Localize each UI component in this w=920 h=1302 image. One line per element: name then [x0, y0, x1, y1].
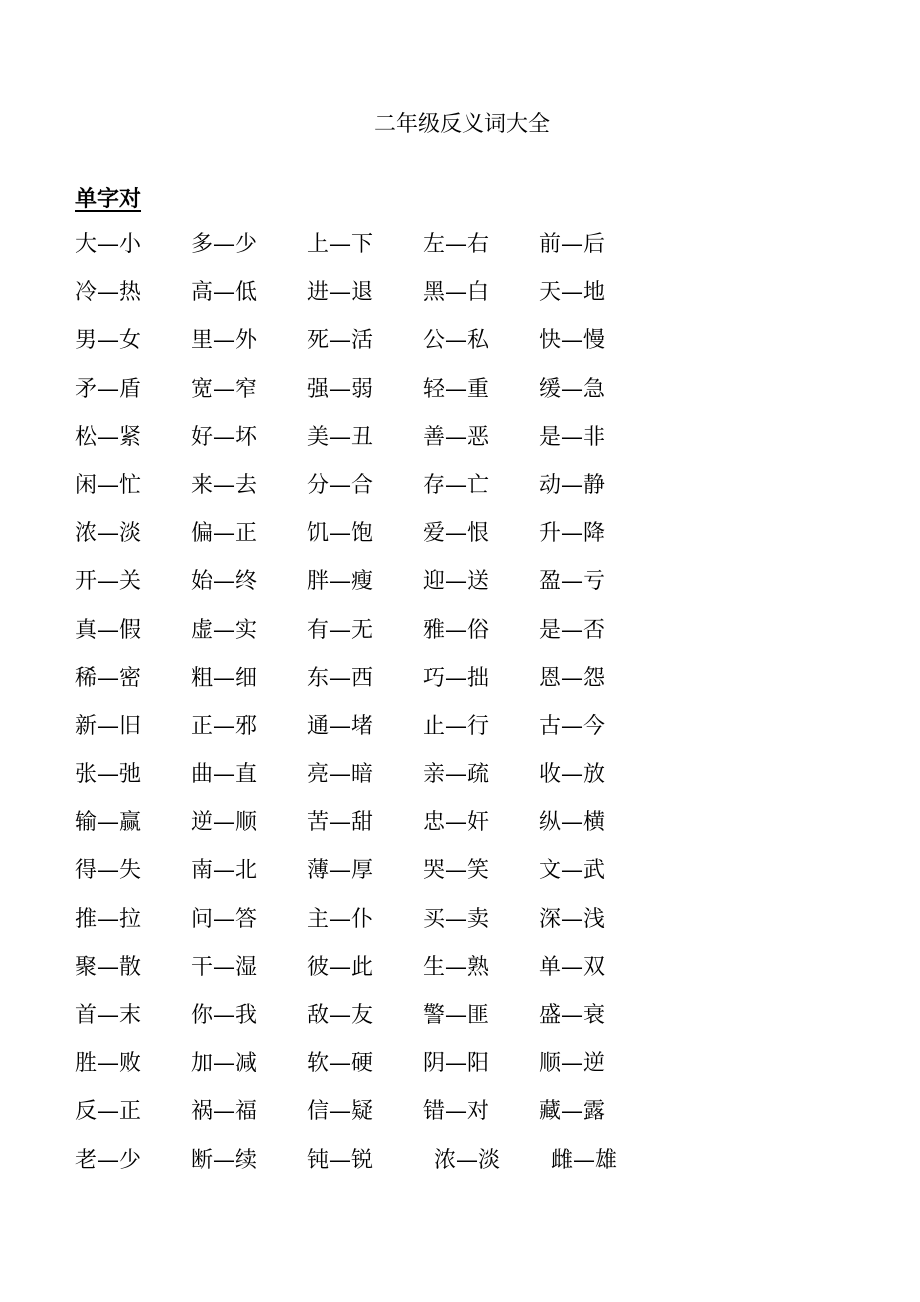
pair-row	[75, 951, 695, 999]
antonym-pair: 有—无	[307, 617, 374, 643]
antonym-pair: 粗—细	[191, 665, 258, 691]
antonym-pair: 你—我	[191, 1003, 258, 1028]
antonym-pair: 爱—恨	[423, 521, 490, 547]
antonym-pair: 雌—雄	[551, 1147, 618, 1173]
antonym-pair: 彼—此	[307, 954, 374, 980]
antonym-pair: 收—放	[539, 762, 606, 788]
antonym-pair: 男—女	[75, 328, 142, 354]
pair-row	[75, 421, 695, 469]
pair-row	[75, 854, 695, 902]
antonym-pair: 止—行	[423, 713, 490, 739]
pair-row	[75, 565, 695, 613]
antonym-pair: 生—熟	[423, 954, 490, 980]
document-title: 二年级反义词大全	[373, 112, 550, 137]
antonym-pair: 分—合	[307, 472, 374, 498]
antonym-pair: 聚—散	[75, 954, 142, 980]
antonym-pair: 反—正	[75, 1099, 142, 1125]
antonym-pair: 来—去	[191, 472, 258, 498]
antonym-pair: 买—卖	[423, 906, 490, 932]
antonym-pair: 美—丑	[307, 424, 374, 450]
antonym-pair: 矛—盾	[75, 376, 142, 402]
pair-row	[75, 1144, 695, 1192]
antonym-pair: 加—减	[191, 1051, 258, 1077]
antonym-pair: 始—终	[191, 569, 258, 595]
antonym-pair: 是—非	[539, 424, 606, 450]
antonym-pair: 存—亡	[423, 472, 490, 498]
antonym-pair: 恩—怨	[539, 665, 606, 691]
antonym-pair: 宽—窄	[191, 376, 258, 402]
antonym-pair: 忠—奸	[423, 810, 490, 836]
antonym-pair: 强—弱	[307, 376, 374, 402]
antonym-pair: 巧—拙	[423, 665, 490, 691]
antonym-pair: 亲—疏	[423, 762, 490, 788]
antonym-pair: 南—北	[191, 858, 258, 884]
antonym-pair: 敌—友	[307, 1003, 374, 1028]
antonym-pair: 雅—俗	[423, 617, 490, 643]
antonym-pair: 稀—密	[75, 665, 142, 691]
antonym-pair: 软—硬	[307, 1051, 374, 1077]
antonym-pair: 轻—重	[423, 376, 490, 402]
antonym-pair: 饥—饱	[307, 521, 374, 547]
antonym-pair: 亮—暗	[307, 762, 374, 788]
antonym-pair: 深—浅	[539, 906, 606, 932]
antonym-pair: 盈—亏	[539, 569, 606, 595]
antonym-pair: 高—低	[191, 280, 258, 306]
antonym-pair: 升—降	[539, 521, 606, 547]
antonym-pair: 通—堵	[307, 713, 374, 739]
pair-row	[75, 710, 695, 758]
antonym-pair: 是—否	[539, 617, 606, 643]
antonym-pair: 天—地	[539, 280, 606, 306]
antonym-pair: 新—旧	[75, 713, 142, 739]
antonym-pair: 错—对	[423, 1099, 490, 1125]
antonym-pair: 松—紧	[75, 424, 142, 450]
antonym-pair: 推—拉	[75, 906, 142, 932]
antonym-pair: 善—恶	[423, 424, 490, 450]
antonym-pair: 快—慢	[539, 328, 606, 354]
pair-row	[75, 614, 695, 662]
antonym-pair: 阴—阳	[423, 1051, 490, 1077]
antonym-pair: 单—双	[539, 954, 606, 980]
antonym-pair: 左—右	[423, 232, 490, 257]
pair-row	[75, 228, 695, 276]
pair-row	[75, 806, 695, 854]
antonym-pair: 胖—瘦	[307, 569, 374, 595]
antonym-pair: 藏—露	[539, 1099, 606, 1125]
antonym-pair: 闲—忙	[75, 472, 142, 498]
antonym-pair: 盛—衰	[539, 1003, 606, 1028]
antonym-pair: 古—今	[539, 713, 606, 739]
antonym-pair: 东—西	[307, 665, 374, 691]
pair-row	[75, 999, 695, 1047]
antonym-pair: 迎—送	[423, 569, 490, 595]
antonym-pair: 薄—厚	[307, 858, 374, 884]
antonym-pair: 公—私	[423, 328, 490, 354]
antonym-pair: 胜—败	[75, 1051, 142, 1077]
pair-row	[75, 469, 695, 517]
antonym-pair: 浓—淡	[434, 1147, 501, 1173]
antonym-pair: 祸—福	[191, 1099, 258, 1125]
antonym-pair: 多—少	[191, 232, 258, 257]
pair-row	[75, 373, 695, 421]
pair-row	[75, 1047, 695, 1095]
antonym-pair: 断—续	[191, 1147, 258, 1173]
antonym-pair: 逆—顺	[191, 810, 258, 836]
antonym-pair: 得—失	[75, 858, 142, 884]
antonym-pair: 虚—实	[191, 617, 258, 643]
antonym-pair: 好—坏	[191, 424, 258, 450]
antonym-pair: 浓—淡	[75, 521, 142, 547]
antonym-pair: 钝—锐	[307, 1147, 374, 1173]
antonym-pair: 黑—白	[423, 280, 490, 306]
pair-row	[75, 517, 695, 565]
antonym-pair: 缓—急	[539, 376, 606, 402]
antonym-pair: 苦—甜	[307, 810, 374, 836]
antonym-pair: 进—退	[307, 280, 374, 306]
pair-row	[75, 903, 695, 951]
antonym-pair: 死—活	[307, 328, 374, 354]
antonym-pair: 问—答	[191, 906, 258, 932]
pair-row	[75, 1095, 695, 1143]
antonym-pair: 输—赢	[75, 810, 142, 836]
antonym-pair: 前—后	[539, 232, 606, 257]
antonym-pair: 信—疑	[307, 1099, 374, 1125]
antonym-pair: 主—仆	[307, 906, 374, 932]
antonym-pair: 哭—笑	[423, 858, 490, 884]
pair-row	[75, 758, 695, 806]
antonym-pair: 曲—直	[191, 762, 258, 788]
antonym-pair: 纵—横	[539, 810, 606, 836]
pair-row	[75, 276, 695, 324]
antonym-pair: 里—外	[191, 328, 258, 354]
antonym-pair: 动—静	[539, 472, 606, 498]
antonym-pair: 文—武	[539, 858, 606, 884]
antonym-pair: 警—匪	[423, 1003, 490, 1028]
antonym-pair: 张—弛	[75, 762, 142, 788]
pair-row	[75, 324, 695, 372]
antonym-pair: 上—下	[307, 232, 374, 257]
antonym-pair: 首—末	[75, 1003, 142, 1028]
section-heading: 单字对	[75, 186, 142, 212]
antonym-pair: 偏—正	[191, 521, 258, 547]
antonym-pair: 冷—热	[75, 280, 142, 306]
antonym-pair: 干—湿	[191, 954, 258, 980]
antonym-pair: 开—关	[75, 569, 142, 595]
antonym-pair: 大—小	[75, 232, 142, 257]
antonym-pair: 正—邪	[191, 713, 258, 739]
pair-row	[75, 662, 695, 710]
antonym-pair: 真—假	[75, 617, 142, 643]
antonym-pair-grid	[75, 228, 695, 1192]
antonym-pair: 顺—逆	[539, 1051, 606, 1077]
antonym-pair: 老—少	[75, 1147, 142, 1173]
